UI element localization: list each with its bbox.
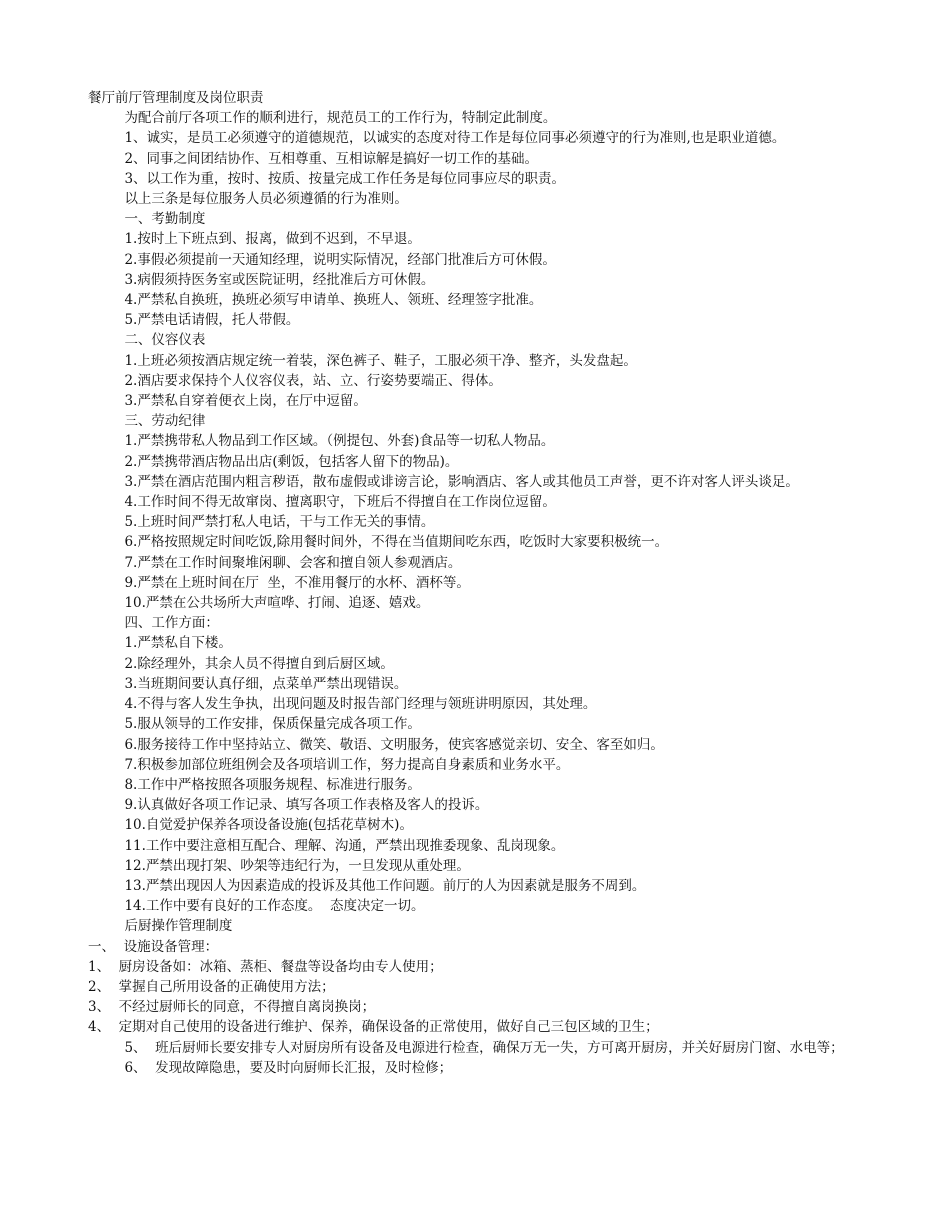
- paragraph-line: 3.病假须持医务室或医院证明，经批准后方可休假。: [124, 271, 435, 288]
- paragraph-line: 4.不得与客人发生争执，出现问题及时报告部门经理与领班讲明原因，其处理。: [124, 696, 597, 713]
- paragraph-line: 7.积极参加部位班组例会及各项培训工作，努力提高自身素质和业务水平。: [124, 756, 570, 773]
- paragraph-line: 9.严禁在上班时间在厅 坐，不准用餐厅的水杯、酒杯等。: [124, 574, 470, 591]
- paragraph-line: 2.除经理外，其余人员不得擅自到后厨区域。: [124, 655, 394, 672]
- paragraph-line: 7.严禁在工作时间聚堆闲聊、会客和擅自领人参观酒店。: [124, 554, 462, 571]
- paragraph-line: 为配合前厅各项工作的顺利进行，规范员工的工作行为，特制定此制度。: [124, 110, 557, 127]
- paragraph-line: 2.酒店要求保持个人仪容仪表，站、立、行姿势要端正、得体。: [124, 372, 502, 389]
- paragraph-line: 6、 发现故障隐患，要及时向厨师长汇报，及时检修；: [124, 1059, 453, 1076]
- document-title: 餐厅前厅管理制度及岗位职责: [88, 90, 264, 106]
- paragraph-line: 3.严禁私自穿着便衣上岗，在厅中逗留。: [124, 393, 367, 410]
- paragraph-line: 6.严格按照规定时间吃饭,除用餐时间外，不得在当值期间吃东西，吃饭时大家要积极统一。: [124, 534, 669, 551]
- paragraph-line: 后厨操作管理制度: [124, 918, 233, 935]
- paragraph-line: 13.严禁出现因人为因素造成的投诉及其他工作问题。前厅的人为因素就是服务不周到。: [124, 877, 646, 894]
- document-body: [88, 108, 870, 1078]
- paragraph-line: 6.服务接待工作中坚持站立、微笑、敬语、文明服务，使宾客感觉亲切、安全、客至如归。: [124, 736, 664, 753]
- paragraph-line: 以上三条是每位服务人员必须遵循的行为准则。: [124, 191, 408, 208]
- paragraph-line: 5.服从领导的工作安排，保质保量完成各项工作。: [124, 716, 421, 733]
- paragraph-line: 5.严禁电话请假，托人带假。: [124, 312, 300, 329]
- paragraph-line: 2、同事之间团结协作、互相尊重、互相谅解是搞好一切工作的基础。: [124, 150, 539, 167]
- paragraph-line: 3.当班期间要认真仔细，点菜单严禁出现错误。: [124, 675, 408, 692]
- paragraph-line: 3、 不经过厨师长的同意，不得擅自离岗换岗；: [88, 999, 376, 1016]
- paragraph-line: 11.工作中要注意相互配合、理解、沟通，严禁出现推委现象、乱岗现象。: [124, 837, 565, 854]
- paragraph-line: 8.工作中严格按照各项服务规程、标准进行服务。: [124, 776, 421, 793]
- paragraph-line: 1.按时上下班点到、报离，做到不迟到，不早退。: [124, 231, 421, 248]
- paragraph-line: 9.认真做好各项工作记录、填写各项工作表格及客人的投诉。: [124, 797, 489, 814]
- paragraph-line: 2.事假必须提前一天通知经理，说明实际情况，经部门批准后方可休假。: [124, 251, 556, 268]
- paragraph-line: 12.严禁出现打架、吵架等违纪行为，一旦发现从重处理。: [124, 857, 470, 874]
- paragraph-line: 1.上班必须按酒店规定统一着装，深色裤子、鞋子，工服必须干净、整齐，头发盘起。: [124, 352, 637, 369]
- paragraph-line: 3.严禁在酒店范围内粗言秽语，散布虚假或诽谤言论，影响酒店、客人或其他员工声誉，更不许对客人评头谈足。: [124, 473, 799, 490]
- paragraph-line: 10.自觉爱护保养各项设备设施(包括花草树木)。: [124, 817, 413, 834]
- paragraph-line: 2.严禁携带酒店物品出店(剩饭，包括客人留下的物品)。: [124, 453, 459, 470]
- paragraph-line: 14.工作中要有良好的工作态度。 态度决定一切。: [124, 898, 425, 915]
- paragraph-line: 二、仪容仪表: [124, 332, 206, 349]
- paragraph-line: 5.上班时间严禁打私人电话，干与工作无关的事情。: [124, 514, 435, 531]
- paragraph-line: 1.严禁携带私人物品到工作区域。（例提包、外套)食品等一切私人物品。: [124, 433, 555, 450]
- paragraph-line: 1、诚实，是员工必须遵守的道德规范，以诚实的态度对待工作是每位同事必须遵守的行为准则,也是职业道德。: [124, 130, 786, 147]
- paragraph-line: 1.严禁私自下楼。: [124, 635, 232, 652]
- paragraph-line: 三、劳动纪律: [124, 413, 206, 430]
- paragraph-line: 四、工作方面：: [124, 615, 219, 632]
- paragraph-line: 10.严禁在公共场所大声喧哗、打闹、追逐、嬉戏。: [124, 595, 430, 612]
- paragraph-line: 3、以工作为重，按时、按质、按量完成工作任务是每位同事应尽的职责。: [124, 170, 566, 187]
- paragraph-line: 4.严禁私自换班，换班必须写申请单、换班人、领班、经理签字批准。: [124, 292, 543, 309]
- paragraph-line: 1、 厨房设备如：冰箱、蒸柜、餐盘等设备均由专人使用；: [88, 958, 443, 975]
- paragraph-line: 一、 设施设备管理：: [88, 938, 219, 955]
- paragraph-line: 5、 班后厨师长要安排专人对厨房所有设备及电源进行检查，确保万无一失，方可离开厨房，并关好厨房门窗、水电等；: [124, 1039, 844, 1056]
- paragraph-line: 2、 掌握自己所用设备的正确使用方法；: [88, 978, 335, 995]
- paragraph-line: 一、考勤制度: [124, 211, 206, 228]
- paragraph-line: 4.工作时间不得无故窜岗、擅离职守，下班后不得擅自在工作岗位逗留。: [124, 494, 556, 511]
- paragraph-line: 4、 定期对自己使用的设备进行维护、保养，确保设备的正常使用，做好自己三包区域的卫生；: [88, 1019, 659, 1036]
